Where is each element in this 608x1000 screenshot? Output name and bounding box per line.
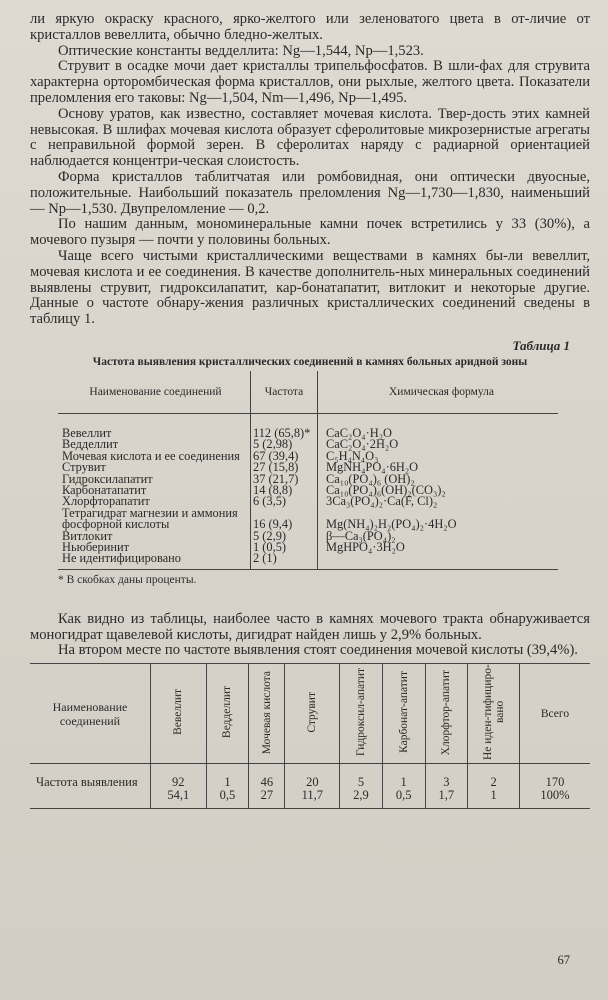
table-row [58,508,558,531]
percent: 1 [490,788,497,803]
compound-name: Не идентифицировано [58,553,251,569]
compound-formula: Ca₁₀(PO₄)₆(OH)₂(CO₃)₂ [326,482,446,497]
count: 20 [306,775,319,790]
count: 46 [260,775,274,790]
percent: 1,7 [438,788,455,803]
compound-formula: CaC₂O₄·H₂O [326,425,392,440]
percent: 2,9 [353,788,369,803]
table2-col-header [425,664,468,764]
table1-header-formula: Химическая формула [318,371,559,414]
table2-corner-header: Наименование соединений [30,664,151,764]
compound-name: Тетрагидрат магнезии и аммония фосфорной кислоты [62,505,238,532]
table2-cell [151,764,207,809]
table2-cell [285,764,340,809]
table-row [58,451,558,462]
table2-cell [425,764,468,809]
table2-col-label: Не иден-тифициро-вано [481,664,506,761]
table1-header-name: Наименование соединений [58,371,251,414]
table-row [58,413,558,439]
compound-name: Карбонатапатит [62,482,147,497]
table2-data-row [30,764,590,809]
paragraph-monomineral: По нашим данным, мономинеральные камни почек встретились у 33 (30%), а мочевого пузыря — почти у половины больных. [30,216,590,249]
table2-col-header [206,664,249,764]
compound-formula: Ca₁₀(PO₄)₆ (OH)₂ [326,471,415,486]
table2-col-label: Мочевая кислота [260,670,273,754]
compound-frequency: 27 (15,8) [251,462,318,473]
table2-col-label: Струвит [306,691,319,733]
table2-cell [249,764,285,809]
table2-cell [340,764,383,809]
paragraph-crystal-form: Форма кристаллов таблитчатая или ромбовидная, они оптически двуосные, положительные. Наибольший показатель преломления Ng—1,730—1,830, наименьший — Np—1,530. Двупреломление — 0,2. [30,168,590,217]
compound-frequency: 112 (65,8)* [251,413,318,439]
compound-name: Ньюберинит [62,540,129,554]
table1-footnote: * В скобках даны проценты. [58,573,197,586]
table2-col-label: Ведделлит [221,686,234,739]
count: 1 [224,775,231,790]
table2-col-header [382,664,425,764]
table2-col-header-total: Всего [520,664,591,764]
compound-formula: CaC₂O₄·2H₂O [326,437,399,452]
count: 92 [172,775,185,790]
paragraph-weddellite-constants: Оптические константы ведделлита: Ng—1,544, Np—1,523. [58,42,424,59]
table2-col-label: Гидроксил-апатит [354,668,367,757]
compound-formula [318,553,559,569]
table2-cell [382,764,425,809]
table2 [30,663,590,809]
compound-formula: Mg(NH₄)₂H₂(PO₄)₂·4H₂O [326,517,457,532]
count: 1 [400,775,407,790]
compound-name: Витлокит [62,528,113,543]
table2-col-header [340,664,383,764]
compound-frequency: 14 (8,8) [251,485,318,496]
table1 [58,371,558,570]
compound-name: Гидроксилапатит [62,471,153,486]
compound-formula: 3Ca₃(PO₄)₂·Ca(F, Cl)₂ [326,494,438,509]
table2-row-label: Частота выявления [36,775,138,790]
compound-name: Хлорфторапатит [62,494,150,509]
compound-frequency: 5 (2,9) [251,531,318,542]
table2-cell-total [520,764,591,809]
table2-col-header [151,664,207,764]
paragraph-struvite: Струвит в осадке мочи дает кристаллы трипельфосфатов. В шли-фах для струвита характерна орторомбическая форма кристаллов, они рыхлые, желтого цвета. Показатели преломления его таковы: Ng—1,504, Nm—1,496, Np—1,495. [30,58,590,106]
table2-cell [206,764,249,809]
compound-frequency: 5 (2,98) [251,439,318,450]
compound-name: Струвит [62,460,106,475]
compound-frequency: 67 (39,4) [251,451,318,462]
table2-cell [468,764,520,809]
paragraph-crystal-substances: Чаще всего чистыми кристаллическими веществами в камнях бы-ли вевеллит, мочевая кислота и ее соединения. В качестве дополнитель-ных минеральных соединений выявлены струвит, гидроксилапатит, кар-бонатапатит, витлокит и некоторые другие. Данные о частоте обнару-жения различных кристаллических соединений сведены в таблицу 1. [30,247,590,328]
count: 170 [545,775,565,790]
percent: 0,5 [219,788,236,803]
compound-frequency: 1 (0,5) [251,542,318,553]
compound-frequency: 6 (3,5) [251,496,318,507]
count: 3 [443,775,450,790]
percent: 54,1 [167,788,190,803]
percent: 11,7 [301,788,324,803]
table2-col-header [249,664,285,764]
table2-col-header [468,664,520,764]
percent: 27 [260,788,274,803]
paragraph-continuation: ли яркую окраску красного, ярко-желтого или зеленоватого цвета в от-личие от кристаллов вевеллита, обычно бледно-желтых. [30,11,590,43]
compound-name: Ведделлит [62,437,119,452]
count: 2 [490,775,497,790]
table1-header-row [58,371,558,414]
table2-col-label: Вевеллит [172,689,185,736]
percent: 0,5 [395,788,412,803]
table2-col-label: Карбонат-апатит [397,671,410,754]
table2-col-label: Хлорфтор-апатит [440,669,453,755]
compound-formula: β—Ca₃(PO₄)₂ [326,528,396,543]
count: 5 [357,775,365,790]
paragraph-second-place: На втором месте по частоте выявления стоят соединения мочевой кислоты (39,4%). [58,642,578,659]
compound-formula: MgHPO₄·3H₂O [326,540,405,554]
compound-name: Мочевая кислота и ее соединения [62,448,240,463]
paragraph-urates: Основу уратов, как известно, составляет мочевая кислота. Твер-дость этих камней невысокая. В шлифах мочевая кислота образует сферолитовые микрозернистые агрегаты с неправильной формой зерен. В сферолитах наряду с радиарной ориентацией наблюдается концентри-ческая слоистость. [30,105,590,170]
percent: 100% [540,788,570,803]
compound-formula: MgNH₄PO₄·6H₂O [326,460,419,475]
page-number: 67 [557,953,570,967]
table1-title: Частота выявления кристаллических соединений в камнях больных аридной зоны [92,355,528,368]
compound-formula: C₅H₄N₄O₃ [326,448,379,463]
compound-frequency: 37 (21,7) [251,474,318,485]
compound-name: Вевеллит [62,425,112,440]
table2-header-row [30,664,590,764]
table2-col-header [285,664,340,764]
compound-frequency: 2 (1) [251,553,318,569]
table1-number: Таблица 1 [512,337,570,353]
paragraph-table-conclusion: Как видно из таблицы, наиболее часто в камнях мочевого тракта обнаруживается моногидрат щавелевой кислоты, дигидрат найден лишь у 2,9% больных. [30,610,590,643]
table1-header-freq: Частота [251,371,318,414]
table-row [58,531,558,542]
compound-frequency: 16 (9,4) [251,508,318,531]
table-row [58,553,558,569]
